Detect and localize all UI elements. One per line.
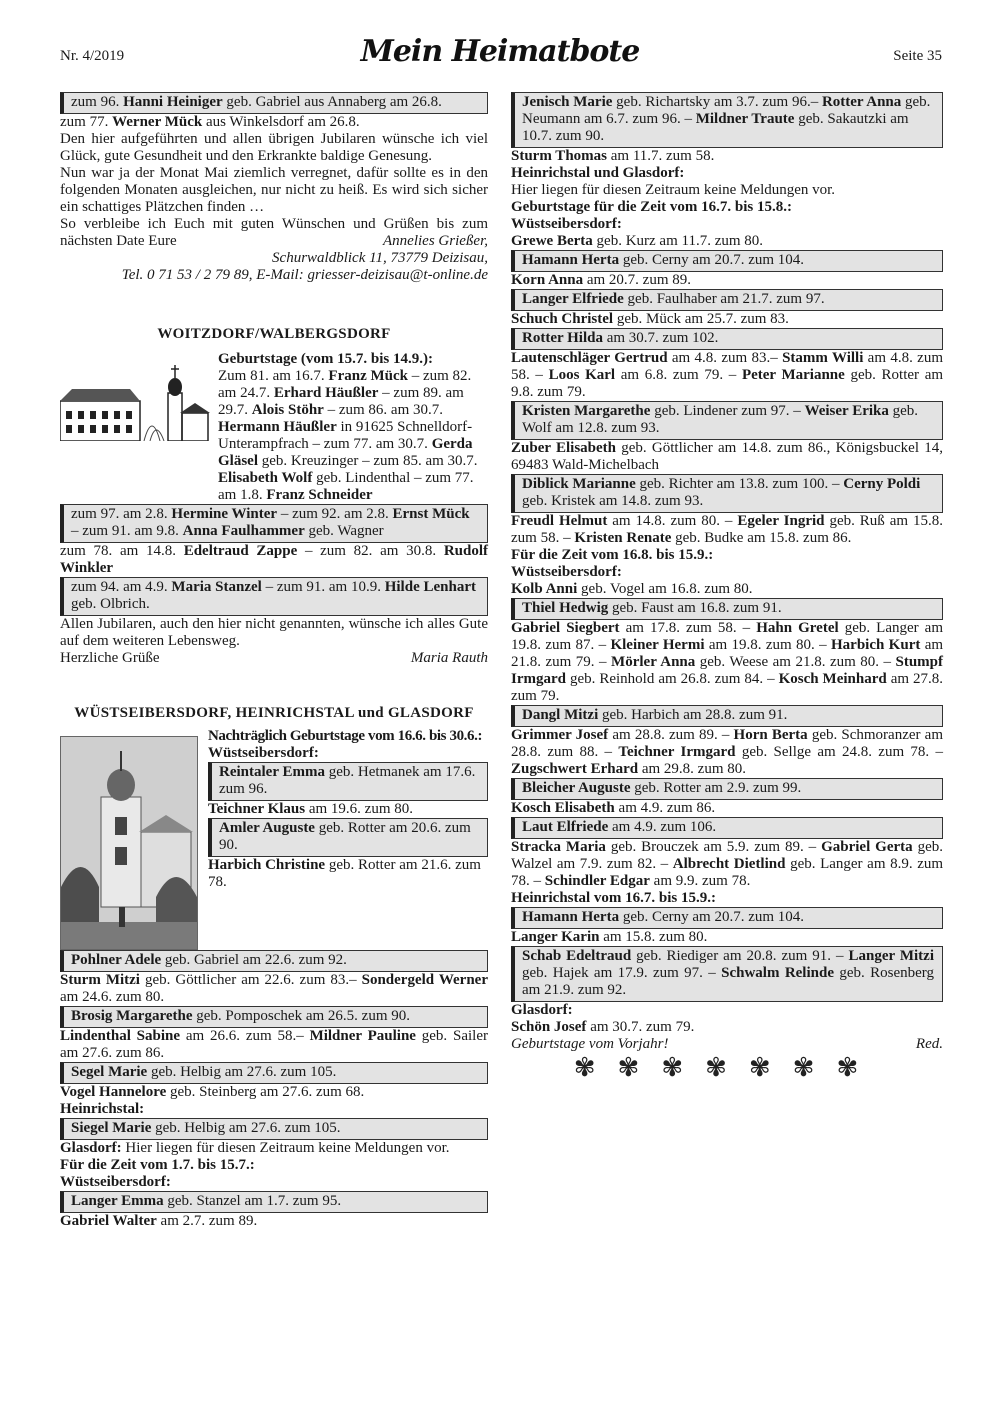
subheading: Wüstseibersdorf: [511, 564, 622, 580]
signature-name: Annelies Grießer, [383, 233, 488, 249]
highlight-box: Langer Emma geb. Stanzel am 1.7. zum 95. [60, 1191, 488, 1213]
highlight-box: Dangl Mitzi geb. Harbich am 28.8. zum 91. [511, 705, 943, 727]
highlight-box: Schab Edeltraud geb. Riediger am 20.8. zum 91. – Langer Mitzi geb. Hajek am 17.9. zum 97. – Schwalm Relinde geb. Rosenberg am 21.9. zum 92. [511, 946, 943, 1002]
paragraph: Kolb Anni geb. Vogel am 16.8. zum 80. [511, 581, 753, 597]
paragraph: Den hier aufgeführten und allen übrigen Jubilaren wünsche ich viel Glück, gute Gesundheit und den Erkrankte baldige Genesung. [60, 131, 488, 164]
woitzdorf-block [60, 351, 488, 504]
subheading: Für die Zeit vom 16.8. bis 15.9.: [511, 547, 714, 563]
section-title: WÜSTSEIBERSDORF, HEINRICHSTAL und GLASDORF [74, 705, 474, 721]
highlight-box: Brosig Margarethe geb. Pomposchek am 26.5. zum 90. [60, 1006, 488, 1028]
paragraph: Langer Karin am 15.8. zum 80. [511, 929, 708, 945]
paragraph: Zum 81. am 16.7. Franz Mück – zum 82. am 24.7. Erhard Häußler – zum 89. am 29.7. Alois Stöhr – zum 86. am 30.7. Hermann Häußler in 91625 Schnelldorf-Unterampfrach – zum 77. am 30.7. Gerda Gläsel geb. Kreuzinger – zum 85. am 30.7. Elisabeth Wolf geb. Lindenthal – zum 77. am 1.8. Franz Schneider [218, 368, 478, 503]
highlight-box: zum 94. am 4.9. Maria Stanzel – zum 91. am 10.9. Hilde Lenhart geb. Olbrich. [60, 577, 488, 616]
subheading: Geburtstage (vom 15.7. bis 14.9.): [218, 351, 433, 367]
paragraph: Grewe Berta geb. Kurz am 11.7. zum 80. [511, 233, 764, 249]
church-illustration [61, 737, 197, 949]
right-column [511, 92, 944, 1082]
paragraph: Gabriel Siegbert am 17.8. zum 58. – Hahn Gretel geb. Langer am 19.8. zum 87. – Kleiner Hermi am 19.8. zum 80. – Harbich Kurt am 21.8. zum 79. – Mörler Anna geb. Weese am 21.8. zum 80. – Stumpf Irmgard geb. Reinhold am 26.8. zum 84. – Kosch Meinhard am 27.8. zum 79. [511, 620, 944, 704]
paragraph: Zuber Elisabeth geb. Göttlicher am 14.8. zum 86., Königsbuckel 14, 69483 Wald-Michelbach [511, 440, 943, 473]
footer-signature: Red. [915, 1036, 943, 1052]
paragraph: Schön Josef am 30.7. zum 79. [511, 1019, 695, 1035]
subheading: Glasdorf: [511, 1002, 573, 1018]
highlight-box: Jenisch Marie geb. Richartsky am 3.7. zum 96.– Rotter Anna geb. Neumann am 6.7. zum 96. – Mildner Traute geb. Sakautzki am 10.7. zum 90. [511, 92, 943, 148]
paragraph: Teichner Klaus am 19.6. zum 80. [208, 801, 414, 817]
village-illustration [60, 361, 210, 441]
paragraph: zum 78. am 14.8. Edeltraud Zappe – zum 82. am 30.8. Rudolf Winkler [60, 543, 489, 576]
paragraph: Schuch Christel geb. Mück am 25.7. zum 83. [511, 311, 789, 327]
highlight-box: Laut Elfriede am 4.9. zum 106. [511, 817, 943, 839]
highlight-box: Pohlner Adele geb. Gabriel am 22.6. zum 92. [60, 950, 488, 972]
highlight-box: Amler Auguste geb. Rotter am 20.6. zum 90. [208, 818, 488, 857]
subheading: Heinrichstal und Glasdorf: [511, 165, 685, 181]
paragraph: Vogel Hannelore geb. Steinberg am 27.6. zum 68. [60, 1084, 365, 1100]
highlight-box: Rotter Hilda am 30.7. zum 102. [511, 328, 943, 350]
church-photo [60, 736, 198, 950]
subheading: Nachträglich Geburtstage vom 16.6. bis 30.6.: [208, 728, 483, 744]
highlight-box: Diblick Marianne geb. Richter am 13.8. zum 100. – Cerny Poldi geb. Kristek am 14.8. zum 93. [511, 474, 943, 513]
greeting: Herzliche Grüße [60, 650, 160, 666]
subheading: Für die Zeit vom 1.7. bis 15.7.: [60, 1157, 255, 1173]
paragraph: Freudl Helmut am 14.8. zum 80. – Egeler Ingrid geb. Ruß am 15.8. zum 58. – Kristen Renate geb. Budke am 15.8. zum 86. [511, 513, 943, 546]
highlight-box: Thiel Hedwig geb. Faust am 16.8. zum 91. [511, 598, 943, 620]
paragraph: Kosch Elisabeth am 4.9. zum 86. [511, 800, 716, 816]
closing-row [60, 650, 488, 667]
highlight-box: zum 97. am 2.8. Hermine Winter – zum 92. am 2.8. Ernst Mück – zum 91. am 9.8. Anna Faulhammer geb. Wagner [60, 504, 488, 543]
subheading: Heinrichstal: [60, 1101, 145, 1117]
highlight-box: Bleicher Auguste geb. Rotter am 2.9. zum 99. [511, 778, 943, 800]
paragraph: Glasdorf: Hier liegen für diesen Zeitraum keine Meldungen vor. [60, 1140, 450, 1156]
page-number: Seite 35 [893, 48, 942, 64]
paragraph: Harbich Christine geb. Rotter am 21.6. zum 78. [208, 857, 481, 890]
issue-number: Nr. 4/2019 [60, 48, 125, 64]
left-column [60, 92, 488, 1230]
highlight-box: Hamann Herta geb. Cerny am 20.7. zum 104. [511, 907, 943, 929]
highlight-box: Langer Elfriede geb. Faulhaber am 21.7. zum 97. [511, 289, 943, 311]
subheading: Wüstseibersdorf: [208, 745, 319, 761]
highlight-box: Reintaler Emma geb. Hetmanek am 17.6. zum 96. [208, 762, 488, 801]
highlight-box: zum 96. Hanni Heiniger geb. Gabriel aus Annaberg am 26.8. [60, 92, 488, 114]
paragraph: Grimmer Josef am 28.8. zum 89. – Horn Berta geb. Schmoranzer am 28.8. zum 88. – Teichner Irmgard geb. Sellge am 24.8. zum 78. – Zugschwert Erhard am 29.8. zum 80. [511, 727, 944, 777]
highlight-box: Segel Marie geb. Helbig am 27.6. zum 105. [60, 1062, 488, 1084]
highlight-box: Kristen Margarethe geb. Lindener zum 97. – Weiser Erika geb. Wolf am 12.8. zum 93. [511, 401, 943, 440]
paragraph: Hier liegen für diesen Zeitraum keine Meldungen vor. [511, 182, 836, 198]
paragraph: Lautenschläger Gertrud am 4.8. zum 83.– Stamm Willi am 4.8. zum 58. – Loos Karl am 6.8. zum 79. – Peter Marianne geb. Rotter am 9.8. zum 79. [511, 350, 944, 400]
subheading: Heinrichstal vom 16.7. bis 15.9.: [511, 890, 716, 906]
flower-ornament-icon: ✾✾✾✾✾✾✾ [573, 1053, 881, 1082]
paragraph: Nun war ja der Monat Mai ziemlich verregnet, dafür sollte es in den folgenden Monaten ausgleichen, nur nicht zu heiß. Es wird sich sicher ein schattiges Plätzchen finden … [60, 165, 488, 215]
subheading: Wüstseibersdorf: [60, 1174, 171, 1190]
section-title: WOITZDORF/WALBERGSDORF [157, 326, 391, 342]
signature-address: Schurwaldblick 11, 73779 Deizisau, [272, 250, 488, 266]
signature-contact: Tel. 0 71 53 / 2 79 89, E-Mail: griesser-deizisau@t-online.de [121, 267, 488, 283]
paragraph: Sturm Thomas am 11.7. zum 58. [511, 148, 715, 164]
paragraph: Allen Jubilaren, auch den hier nicht genannten, wünsche ich alles Gute auf dem weiteren Lebensweg. [60, 616, 488, 649]
highlight-box: Siegel Marie geb. Helbig am 27.6. zum 105. [60, 1118, 488, 1140]
paragraph: So verbleibe ich Euch mit guten Wünschen und Grüßen bis zum nächsten Date Eure [60, 216, 488, 249]
paragraph: zum 77. Werner Mück aus Winkelsdorf am 26.8. [60, 114, 360, 130]
paragraph: Korn Anna am 20.7. zum 89. [511, 272, 692, 288]
highlight-box: Hamann Herta geb. Cerny am 20.7. zum 104. [511, 250, 943, 272]
paragraph: Stracka Maria geb. Brouczek am 5.9. zum 89. – Gabriel Gerta geb. Walzel am 7.9. zum 82. – Albrecht Dietlind geb. Langer am 8.9. zum 78. – Schindler Edgar am 9.9. zum 78. [511, 839, 944, 889]
paragraph: Sturm Mitzi geb. Göttlicher am 22.6. zum 83.– Sondergeld Werner am 24.6. zum 80. [60, 972, 488, 1005]
subheading: Wüstseibersdorf: [511, 216, 622, 232]
woitzdorf-text [218, 351, 488, 504]
subheading: Geburtstage für die Zeit vom 16.7. bis 15.8.: [511, 199, 792, 215]
paragraph: Lindenthal Sabine am 26.6. zum 58.– Mildner Pauline geb. Sailer am 27.6. zum 86. [60, 1028, 488, 1061]
footer-note: Geburtstage vom Vorjahr! [511, 1036, 669, 1052]
masthead-title: Mein Heimatbote [360, 34, 640, 69]
wuest-block [60, 728, 488, 950]
footer-row [511, 1036, 943, 1053]
wuest-text [208, 728, 488, 891]
signature: Maria Rauth [410, 650, 488, 666]
paragraph: Gabriel Walter am 2.7. zum 89. [60, 1213, 258, 1229]
